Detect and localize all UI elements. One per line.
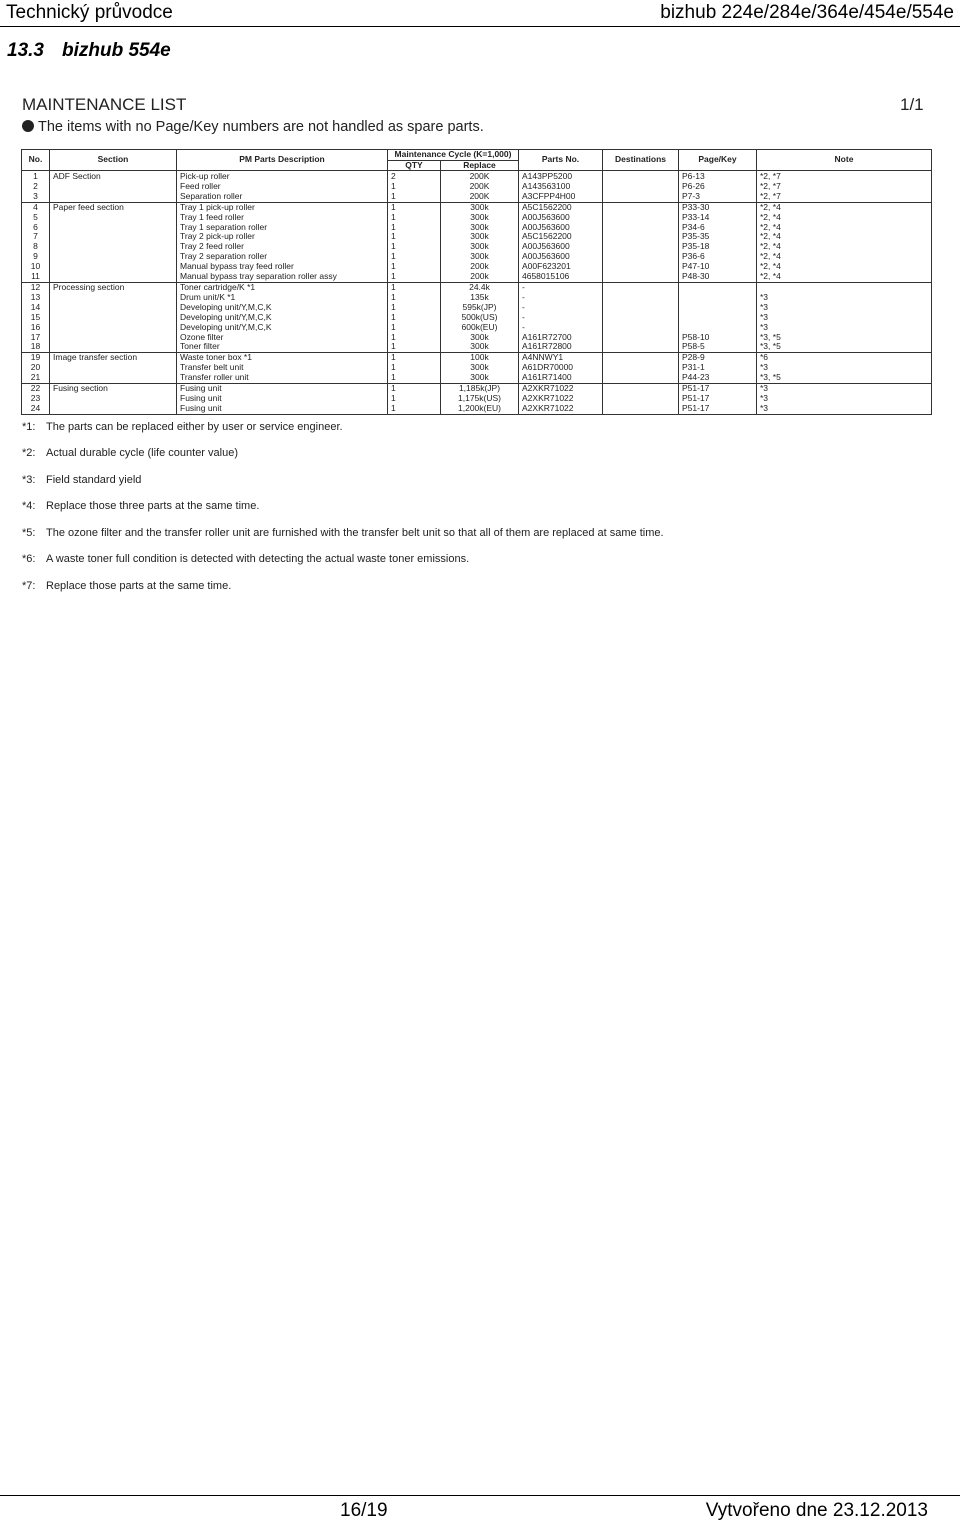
- cell-no: 13: [22, 293, 50, 303]
- table-row: [22, 272, 932, 282]
- cell-replace: 200k: [441, 262, 519, 272]
- cell-dest: [603, 373, 679, 383]
- cell-note: *3: [757, 303, 932, 313]
- table-row: [22, 242, 932, 252]
- cell-note: *3: [757, 293, 932, 303]
- cell-parts: A4NNWY1: [519, 353, 603, 363]
- cell-desc: Toner cartridge/K *1: [177, 282, 388, 292]
- cell-page: P6-26: [679, 182, 757, 192]
- cell-section: [50, 323, 177, 333]
- cell-section: [50, 262, 177, 272]
- cell-qty: 1: [388, 182, 441, 192]
- cell-dest: [603, 342, 679, 352]
- cell-page: [679, 293, 757, 303]
- cell-replace: 300k: [441, 202, 519, 212]
- cell-desc: Fusing unit: [177, 384, 388, 394]
- maintenance-list-page: 1/1: [900, 95, 924, 114]
- cell-qty: 1: [388, 353, 441, 363]
- cell-note: *2, *4: [757, 232, 932, 242]
- cell-parts: A5C1562200: [519, 202, 603, 212]
- cell-desc: Transfer roller unit: [177, 373, 388, 383]
- table-row: [22, 262, 932, 272]
- col-header-destinations: Destinations: [603, 150, 679, 171]
- cell-replace: 300k: [441, 252, 519, 262]
- footnote: [22, 580, 231, 592]
- cell-replace: 300k: [441, 232, 519, 242]
- cell-dest: [603, 333, 679, 343]
- footnote-text: Field standard yield: [46, 474, 142, 486]
- footnote-key: *4:: [22, 500, 36, 512]
- cell-no: 2: [22, 182, 50, 192]
- cell-qty: 1: [388, 252, 441, 262]
- cell-no: 20: [22, 363, 50, 373]
- cell-note: [757, 282, 932, 292]
- footnote-text: The parts can be replaced either by user or service engineer.: [46, 421, 343, 433]
- cell-no: 14: [22, 303, 50, 313]
- cell-desc: Separation roller: [177, 192, 388, 202]
- footnote-text: Actual durable cycle (life counter value): [46, 447, 238, 459]
- cell-parts: -: [519, 293, 603, 303]
- table-row: [22, 353, 932, 363]
- cell-parts: A161R72800: [519, 342, 603, 352]
- header-model-list: bizhub 224e/284e/364e/454e/554e: [660, 2, 954, 23]
- cell-no: 22: [22, 384, 50, 394]
- cell-no: 18: [22, 342, 50, 352]
- footer-created-date: Vytvořeno dne 23.12.2013: [705, 1500, 928, 1521]
- table-row: [22, 373, 932, 383]
- cell-no: 23: [22, 394, 50, 404]
- table-row: [22, 333, 932, 343]
- footnote-key: *7:: [22, 580, 36, 592]
- cell-desc: Tray 1 pick-up roller: [177, 202, 388, 212]
- cell-parts: A2XKR71022: [519, 394, 603, 404]
- cell-replace: 135k: [441, 293, 519, 303]
- cell-parts: A00J563600: [519, 223, 603, 233]
- cell-desc: Waste toner box *1: [177, 353, 388, 363]
- cell-parts: A143PP5200: [519, 171, 603, 182]
- maintenance-table-body: [22, 171, 932, 415]
- cell-note: *2, *4: [757, 262, 932, 272]
- footnote: [22, 447, 238, 459]
- cell-desc: Developing unit/Y,M,C,K: [177, 323, 388, 333]
- cell-note: *3: [757, 323, 932, 333]
- cell-note: *2, *7: [757, 182, 932, 192]
- cell-no: 1: [22, 171, 50, 182]
- cell-desc: Tray 2 pick-up roller: [177, 232, 388, 242]
- cell-replace: 300k: [441, 333, 519, 343]
- cell-section: Image transfer section: [50, 353, 177, 363]
- cell-dest: [603, 282, 679, 292]
- cell-no: 19: [22, 353, 50, 363]
- cell-note: *3: [757, 404, 932, 414]
- cell-qty: 1: [388, 192, 441, 202]
- cell-section: Paper feed section: [50, 202, 177, 212]
- col-header-desc: PM Parts Description: [177, 150, 388, 171]
- cell-page: P51-17: [679, 384, 757, 394]
- maintenance-table: [21, 149, 932, 415]
- cell-replace: 200K: [441, 171, 519, 182]
- page-header: [0, 0, 960, 27]
- cell-section: [50, 213, 177, 223]
- cell-no: 9: [22, 252, 50, 262]
- cell-desc: Pick-up roller: [177, 171, 388, 182]
- cell-qty: 1: [388, 303, 441, 313]
- cell-no: 6: [22, 223, 50, 233]
- cell-desc: Toner filter: [177, 342, 388, 352]
- cell-replace: 500k(US): [441, 313, 519, 323]
- header-doc-title: Technický průvodce: [6, 2, 173, 23]
- table-row: [22, 313, 932, 323]
- cell-qty: 1: [388, 333, 441, 343]
- col-header-no: No.: [22, 150, 50, 171]
- table-row: [22, 363, 932, 373]
- cell-dest: [603, 182, 679, 192]
- cell-replace: 300k: [441, 373, 519, 383]
- cell-note: *2, *4: [757, 272, 932, 282]
- cell-dest: [603, 323, 679, 333]
- footnote-key: *1:: [22, 421, 36, 433]
- cell-section: [50, 293, 177, 303]
- cell-qty: 1: [388, 213, 441, 223]
- cell-page: P35-18: [679, 242, 757, 252]
- cell-dest: [603, 252, 679, 262]
- col-header-page-key: Page/Key: [679, 150, 757, 171]
- cell-note: *2, *4: [757, 202, 932, 212]
- cell-desc: Fusing unit: [177, 404, 388, 414]
- cell-note: *2, *7: [757, 171, 932, 182]
- cell-qty: 1: [388, 373, 441, 383]
- cell-replace: 300k: [441, 342, 519, 352]
- cell-note: *3: [757, 384, 932, 394]
- cell-qty: 1: [388, 202, 441, 212]
- cell-parts: A61DR70000: [519, 363, 603, 373]
- cell-qty: 1: [388, 313, 441, 323]
- cell-desc: Tray 2 feed roller: [177, 242, 388, 252]
- cell-desc: Fusing unit: [177, 394, 388, 404]
- col-header-parts-no: Parts No.: [519, 150, 603, 171]
- cell-qty: 1: [388, 223, 441, 233]
- cell-replace: 600k(EU): [441, 323, 519, 333]
- cell-qty: 1: [388, 363, 441, 373]
- col-header-section: Section: [50, 150, 177, 171]
- footnote-text: Replace those three parts at the same time.: [46, 500, 260, 512]
- table-row: [22, 232, 932, 242]
- cell-section: [50, 404, 177, 414]
- cell-page: [679, 303, 757, 313]
- cell-note: *2, *4: [757, 213, 932, 223]
- cell-parts: -: [519, 323, 603, 333]
- cell-parts: A2XKR71022: [519, 384, 603, 394]
- cell-parts: 4658015106: [519, 272, 603, 282]
- cell-page: P34-6: [679, 223, 757, 233]
- footnote-text: The ozone filter and the transfer roller unit are furnished with the transfer belt unit so that all of them are replaced at same time.: [46, 527, 664, 539]
- cell-page: P51-17: [679, 394, 757, 404]
- col-header-replace: Replace: [441, 160, 519, 171]
- cell-page: [679, 313, 757, 323]
- footnote-text: Replace those parts at the same time.: [46, 580, 232, 592]
- cell-qty: 1: [388, 342, 441, 352]
- footer-rule: [0, 1495, 960, 1496]
- cell-note: *6: [757, 353, 932, 363]
- table-row: [22, 323, 932, 333]
- cell-dest: [603, 192, 679, 202]
- bullet-icon: [22, 120, 34, 132]
- cell-dest: [603, 262, 679, 272]
- footnote: [22, 500, 259, 512]
- cell-dest: [603, 213, 679, 223]
- cell-desc: Transfer belt unit: [177, 363, 388, 373]
- cell-replace: 100k: [441, 353, 519, 363]
- cell-section: [50, 232, 177, 242]
- cell-replace: 200K: [441, 192, 519, 202]
- cell-dest: [603, 363, 679, 373]
- cell-desc: Tray 1 feed roller: [177, 213, 388, 223]
- cell-qty: 1: [388, 282, 441, 292]
- cell-note: *3, *5: [757, 342, 932, 352]
- cell-note: *2, *4: [757, 242, 932, 252]
- cell-replace: 300k: [441, 363, 519, 373]
- table-row: [22, 293, 932, 303]
- cell-page: P31-1: [679, 363, 757, 373]
- cell-parts: A5C1562200: [519, 232, 603, 242]
- cell-qty: 1: [388, 394, 441, 404]
- cell-no: 11: [22, 272, 50, 282]
- cell-note: *3: [757, 363, 932, 373]
- cell-parts: A00J563600: [519, 213, 603, 223]
- cell-replace: 1,200k(EU): [441, 404, 519, 414]
- cell-section: [50, 192, 177, 202]
- cell-parts: -: [519, 282, 603, 292]
- table-header-row: [22, 150, 932, 161]
- table-row: [22, 282, 932, 292]
- cell-note: *3: [757, 313, 932, 323]
- cell-desc: Ozone filter: [177, 333, 388, 343]
- cell-section: [50, 242, 177, 252]
- table-row: [22, 171, 932, 182]
- col-header-cycle: Maintenance Cycle (K=1,000): [388, 150, 519, 161]
- footnote-key: *6:: [22, 553, 36, 565]
- cell-page: P58-10: [679, 333, 757, 343]
- cell-section: [50, 303, 177, 313]
- cell-dest: [603, 223, 679, 233]
- cell-dest: [603, 404, 679, 414]
- cell-dest: [603, 384, 679, 394]
- footnote: [22, 553, 469, 565]
- footnote-key: *3:: [22, 474, 36, 486]
- cell-note: *3, *5: [757, 333, 932, 343]
- cell-section: [50, 272, 177, 282]
- cell-no: 10: [22, 262, 50, 272]
- cell-dest: [603, 242, 679, 252]
- cell-qty: 1: [388, 242, 441, 252]
- cell-note: *2, *4: [757, 252, 932, 262]
- table-row: [22, 223, 932, 233]
- cell-dest: [603, 232, 679, 242]
- maintenance-note-text: The items with no Page/Key numbers are not handled as spare parts.: [38, 119, 484, 135]
- maintenance-list-title: MAINTENANCE LIST: [22, 95, 187, 114]
- cell-section: [50, 333, 177, 343]
- cell-section: [50, 342, 177, 352]
- cell-replace: 595k(JP): [441, 303, 519, 313]
- cell-no: 5: [22, 213, 50, 223]
- cell-desc: Manual bypass tray feed roller: [177, 262, 388, 272]
- cell-section: [50, 223, 177, 233]
- cell-replace: 300k: [441, 213, 519, 223]
- cell-note: *2, *4: [757, 223, 932, 233]
- cell-qty: 1: [388, 384, 441, 394]
- footnote: [22, 474, 141, 486]
- cell-parts: A161R72700: [519, 333, 603, 343]
- cell-desc: Tray 1 separation roller: [177, 223, 388, 233]
- cell-qty: 2: [388, 171, 441, 182]
- table-row: [22, 404, 932, 414]
- cell-qty: 1: [388, 232, 441, 242]
- cell-dest: [603, 353, 679, 363]
- cell-replace: 200K: [441, 182, 519, 192]
- table-row: [22, 252, 932, 262]
- cell-no: 17: [22, 333, 50, 343]
- cell-note: *3, *5: [757, 373, 932, 383]
- cell-parts: -: [519, 313, 603, 323]
- table-row: [22, 192, 932, 202]
- cell-desc: Manual bypass tray separation roller assy: [177, 272, 388, 282]
- cell-replace: 300k: [441, 223, 519, 233]
- cell-no: 8: [22, 242, 50, 252]
- cell-page: P36-6: [679, 252, 757, 262]
- footnote: [22, 527, 664, 539]
- cell-page: P35-35: [679, 232, 757, 242]
- table-row: [22, 384, 932, 394]
- cell-page: P33-30: [679, 202, 757, 212]
- cell-page: P28-9: [679, 353, 757, 363]
- cell-no: 12: [22, 282, 50, 292]
- table-row: [22, 213, 932, 223]
- cell-dest: [603, 202, 679, 212]
- cell-page: [679, 323, 757, 333]
- cell-note: *2, *7: [757, 192, 932, 202]
- col-header-qty: QTY: [388, 160, 441, 171]
- cell-qty: 1: [388, 272, 441, 282]
- cell-no: 15: [22, 313, 50, 323]
- footnote-key: *5:: [22, 527, 36, 539]
- footnote-key: *2:: [22, 447, 36, 459]
- footnote: [22, 421, 343, 433]
- cell-section: [50, 313, 177, 323]
- col-header-note: Note: [757, 150, 932, 171]
- cell-no: 16: [22, 323, 50, 333]
- cell-replace: 300k: [441, 242, 519, 252]
- cell-dest: [603, 171, 679, 182]
- cell-section: ADF Section: [50, 171, 177, 182]
- table-row: [22, 303, 932, 313]
- cell-replace: 1,175k(US): [441, 394, 519, 404]
- cell-desc: Tray 2 separation roller: [177, 252, 388, 262]
- footer-page-number: 16/19: [340, 1500, 388, 1521]
- cell-dest: [603, 293, 679, 303]
- table-row: [22, 182, 932, 192]
- cell-dest: [603, 313, 679, 323]
- table-row: [22, 202, 932, 212]
- cell-section: [50, 394, 177, 404]
- cell-desc: Developing unit/Y,M,C,K: [177, 303, 388, 313]
- cell-parts: A3CFPP4H00: [519, 192, 603, 202]
- cell-section: [50, 363, 177, 373]
- cell-dest: [603, 303, 679, 313]
- cell-page: P47-10: [679, 262, 757, 272]
- cell-replace: 200k: [441, 272, 519, 282]
- cell-parts: A143563100: [519, 182, 603, 192]
- cell-section: Fusing section: [50, 384, 177, 394]
- cell-replace: 1,185k(JP): [441, 384, 519, 394]
- cell-page: P7-3: [679, 192, 757, 202]
- cell-qty: 1: [388, 404, 441, 414]
- cell-qty: 1: [388, 293, 441, 303]
- cell-no: 21: [22, 373, 50, 383]
- cell-page: [679, 282, 757, 292]
- table-row: [22, 342, 932, 352]
- cell-page: P33-14: [679, 213, 757, 223]
- cell-parts: -: [519, 303, 603, 313]
- cell-parts: A00J563600: [519, 252, 603, 262]
- cell-no: 7: [22, 232, 50, 242]
- cell-section: Processing section: [50, 282, 177, 292]
- section-number: 13.3: [7, 40, 44, 61]
- cell-page: P48-30: [679, 272, 757, 282]
- cell-dest: [603, 394, 679, 404]
- cell-qty: 1: [388, 323, 441, 333]
- cell-parts: A161R71400: [519, 373, 603, 383]
- cell-qty: 1: [388, 262, 441, 272]
- section-heading: [7, 40, 171, 62]
- footnote-text: A waste toner full condition is detected with detecting the actual waste toner emissions.: [46, 553, 470, 565]
- table-row: [22, 394, 932, 404]
- cell-no: 3: [22, 192, 50, 202]
- cell-desc: Feed roller: [177, 182, 388, 192]
- section-title: bizhub 554e: [62, 40, 171, 61]
- cell-section: [50, 373, 177, 383]
- cell-page: P6-13: [679, 171, 757, 182]
- cell-parts: A2XKR71022: [519, 404, 603, 414]
- cell-page: P44-23: [679, 373, 757, 383]
- cell-desc: Developing unit/Y,M,C,K: [177, 313, 388, 323]
- cell-no: 4: [22, 202, 50, 212]
- cell-page: P58-5: [679, 342, 757, 352]
- cell-desc: Drum unit/K *1: [177, 293, 388, 303]
- cell-parts: A00F623201: [519, 262, 603, 272]
- cell-section: [50, 252, 177, 262]
- cell-page: P51-17: [679, 404, 757, 414]
- cell-replace: 24.4k: [441, 282, 519, 292]
- maintenance-list-note: [22, 119, 484, 135]
- cell-no: 24: [22, 404, 50, 414]
- cell-parts: A00J563600: [519, 242, 603, 252]
- cell-note: *3: [757, 394, 932, 404]
- cell-dest: [603, 272, 679, 282]
- cell-section: [50, 182, 177, 192]
